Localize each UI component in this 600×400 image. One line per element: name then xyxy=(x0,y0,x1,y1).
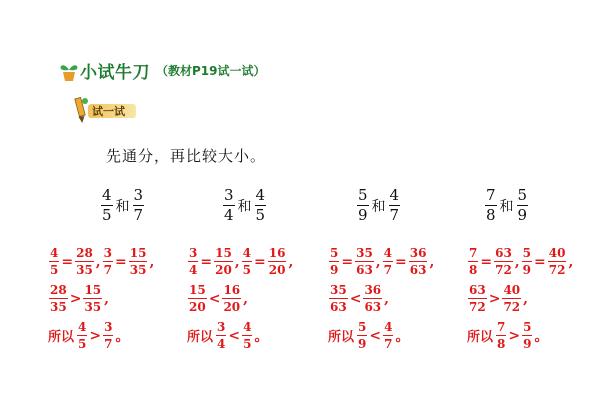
denominator: 9 xyxy=(358,337,367,351)
denominator: 7 xyxy=(133,206,144,224)
instruction-text: 先通分，再比较大小。 xyxy=(106,147,267,165)
math-symbol: , xyxy=(149,253,155,270)
numerator: 16 xyxy=(268,246,286,260)
math-symbol: < xyxy=(349,290,362,307)
therefore-label: 所以 xyxy=(328,330,355,345)
numerator: 35 xyxy=(356,246,373,260)
numerator: 5 xyxy=(523,320,532,334)
math-symbol: 。 xyxy=(254,328,269,345)
denominator: 20 xyxy=(223,300,241,314)
math-symbol: < xyxy=(208,290,221,307)
numerator: 63 xyxy=(495,246,512,260)
fraction xyxy=(383,321,393,350)
numerator: 3 xyxy=(133,186,144,204)
numerator: 40 xyxy=(548,246,566,260)
solution-line-1 xyxy=(48,243,155,280)
solution-line-3 xyxy=(48,317,155,354)
fraction xyxy=(485,188,497,223)
math-symbol: , xyxy=(234,253,240,270)
solution-line xyxy=(328,243,435,280)
fraction xyxy=(522,247,532,276)
solution-line xyxy=(467,243,574,280)
numerator: 7 xyxy=(497,320,506,334)
numerator: 3 xyxy=(224,186,234,204)
denominator: 63 xyxy=(356,263,373,277)
denominator: 35 xyxy=(84,300,102,314)
denominator: 72 xyxy=(503,300,521,314)
denominator: 7 xyxy=(384,337,393,351)
denominator: 8 xyxy=(497,337,506,351)
fraction xyxy=(496,321,506,350)
section-title: 小试牛刀 xyxy=(80,63,150,83)
denominator: 72 xyxy=(495,263,512,277)
fraction xyxy=(223,188,235,223)
fraction xyxy=(216,321,226,350)
solution-4 xyxy=(467,243,574,354)
fraction xyxy=(133,188,145,223)
numerator: 7 xyxy=(486,186,496,204)
numerator: 4 xyxy=(242,246,252,260)
fraction xyxy=(255,188,267,223)
solution-1 xyxy=(48,243,155,354)
numerator: 15 xyxy=(84,283,102,297)
and-label: 和 xyxy=(499,198,514,215)
denominator: 8 xyxy=(469,263,478,277)
therefore-label: 所以 xyxy=(48,330,75,345)
denominator: 9 xyxy=(358,206,368,224)
fraction xyxy=(77,321,87,350)
denominator: 4 xyxy=(224,206,234,224)
denominator: 72 xyxy=(469,300,486,314)
denominator: 9 xyxy=(330,263,339,277)
numerator: 4 xyxy=(255,186,266,204)
numerator: 15 xyxy=(129,246,147,260)
denominator: 5 xyxy=(102,206,112,224)
denominator: 63 xyxy=(330,300,347,314)
problem-1 xyxy=(100,188,145,223)
fraction xyxy=(357,188,369,223)
fraction xyxy=(129,247,148,276)
denominator: 35 xyxy=(76,263,93,277)
numerator: 36 xyxy=(409,246,427,260)
fraction xyxy=(242,321,252,350)
denominator: 4 xyxy=(217,337,226,351)
numerator: 4 xyxy=(243,320,252,334)
math-symbol: , xyxy=(514,253,520,270)
denominator: 35 xyxy=(50,300,67,314)
math-symbol: , xyxy=(568,253,574,270)
fraction xyxy=(49,284,68,313)
fraction xyxy=(103,247,113,276)
numerator: 15 xyxy=(189,283,206,297)
numerator: 4 xyxy=(78,320,87,334)
solution-line xyxy=(467,317,574,354)
numerator: 5 xyxy=(517,186,528,204)
numerator: 3 xyxy=(217,320,226,334)
math-symbol: < xyxy=(369,327,382,344)
fraction xyxy=(468,284,487,313)
fraction xyxy=(409,247,428,276)
and-label: 和 xyxy=(371,198,386,215)
fraction xyxy=(49,247,59,276)
numerator: 4 xyxy=(389,186,400,204)
denominator: 7 xyxy=(383,263,393,277)
badge-label: 试一试 xyxy=(92,105,125,118)
numerator: 4 xyxy=(50,246,59,260)
math-symbol: , xyxy=(243,290,249,307)
try-badge xyxy=(70,96,140,122)
solution-line xyxy=(467,280,574,317)
fraction xyxy=(101,188,113,223)
denominator: 5 xyxy=(50,263,59,277)
math-symbol: < xyxy=(228,327,241,344)
denominator: 7 xyxy=(103,263,113,277)
math-symbol: = xyxy=(115,253,127,270)
numerator: 5 xyxy=(358,320,367,334)
denominator: 9 xyxy=(522,263,532,277)
fraction xyxy=(517,188,529,223)
math-symbol: 。 xyxy=(395,328,410,345)
fraction xyxy=(389,188,401,223)
and-label: 和 xyxy=(237,198,252,215)
numerator: 28 xyxy=(50,283,67,297)
numerator: 3 xyxy=(104,320,113,334)
solution-line xyxy=(328,280,435,317)
denominator: 7 xyxy=(389,206,400,224)
denominator: 9 xyxy=(523,337,532,351)
numerator: 4 xyxy=(383,246,393,260)
numerator: 3 xyxy=(189,246,198,260)
denominator: 7 xyxy=(104,337,113,351)
problem-2 xyxy=(222,188,267,223)
numerator: 3 xyxy=(103,246,113,260)
numerator: 63 xyxy=(469,283,486,297)
fraction xyxy=(548,247,567,276)
section-subtitle: （教材P19试一试） xyxy=(156,64,266,78)
section-header xyxy=(58,58,266,83)
math-symbol: = xyxy=(61,253,74,270)
math-symbol: = xyxy=(480,253,493,270)
math-symbol: , xyxy=(384,290,390,307)
denominator: 72 xyxy=(548,263,566,277)
math-symbol: > xyxy=(508,327,521,344)
fraction xyxy=(468,247,478,276)
numerator: 5 xyxy=(330,246,339,260)
fraction xyxy=(222,284,241,313)
math-symbol: > xyxy=(89,327,102,344)
denominator: 4 xyxy=(189,263,198,277)
solution-line-2 xyxy=(48,280,155,317)
fraction xyxy=(214,247,233,276)
denominator: 20 xyxy=(189,300,206,314)
math-symbol: , xyxy=(95,253,101,270)
numerator: 4 xyxy=(384,320,393,334)
math-symbol: 。 xyxy=(534,328,549,345)
fraction xyxy=(103,321,113,350)
numerator: 4 xyxy=(102,186,112,204)
numerator: 7 xyxy=(469,246,478,260)
numerator: 16 xyxy=(223,283,241,297)
denominator: 20 xyxy=(268,263,286,277)
therefore-label: 所以 xyxy=(467,330,494,345)
and-label: 和 xyxy=(115,198,130,215)
numerator: 15 xyxy=(215,246,232,260)
math-symbol: , xyxy=(523,290,529,307)
solution-line xyxy=(187,280,294,317)
numerator: 40 xyxy=(503,283,521,297)
math-symbol: = xyxy=(341,253,354,270)
solution-line xyxy=(328,317,435,354)
fraction xyxy=(355,247,374,276)
numerator: 36 xyxy=(364,283,382,297)
therefore-label: 所以 xyxy=(187,330,214,345)
solution-line xyxy=(187,317,294,354)
problem-4 xyxy=(484,188,529,223)
denominator: 63 xyxy=(364,300,382,314)
fraction xyxy=(242,247,252,276)
math-symbol: > xyxy=(488,290,501,307)
fraction xyxy=(188,247,198,276)
fraction xyxy=(522,321,532,350)
fraction xyxy=(357,321,367,350)
fraction xyxy=(329,247,339,276)
denominator: 5 xyxy=(242,263,252,277)
math-symbol: , xyxy=(288,253,294,270)
numerator: 5 xyxy=(522,246,532,260)
fraction xyxy=(502,284,521,313)
math-symbol: > xyxy=(69,290,82,307)
fraction xyxy=(188,284,207,313)
math-symbol: , xyxy=(104,290,110,307)
numerator: 28 xyxy=(76,246,93,260)
denominator: 5 xyxy=(78,337,87,351)
solution-line xyxy=(187,243,294,280)
denominator: 63 xyxy=(409,263,427,277)
fraction xyxy=(83,284,102,313)
denominator: 8 xyxy=(486,206,496,224)
numerator: 35 xyxy=(330,283,347,297)
math-symbol: , xyxy=(429,253,435,270)
problem-3 xyxy=(356,188,401,223)
fraction xyxy=(363,284,382,313)
denominator: 5 xyxy=(243,337,252,351)
numerator: 5 xyxy=(358,186,368,204)
denominator: 35 xyxy=(129,263,147,277)
fraction xyxy=(383,247,393,276)
math-symbol: = xyxy=(534,253,546,270)
math-symbol: = xyxy=(254,253,266,270)
fraction xyxy=(494,247,513,276)
denominator: 20 xyxy=(215,263,232,277)
fraction xyxy=(75,247,94,276)
sprout-icon xyxy=(58,60,80,82)
denominator: 5 xyxy=(255,206,266,224)
solution-2 xyxy=(187,243,294,354)
math-symbol: = xyxy=(395,253,407,270)
math-symbol: = xyxy=(200,253,213,270)
solution-3 xyxy=(328,243,435,354)
fraction xyxy=(268,247,287,276)
fraction xyxy=(329,284,348,313)
math-symbol: 。 xyxy=(115,328,130,345)
math-symbol: , xyxy=(375,253,381,270)
denominator: 9 xyxy=(517,206,528,224)
